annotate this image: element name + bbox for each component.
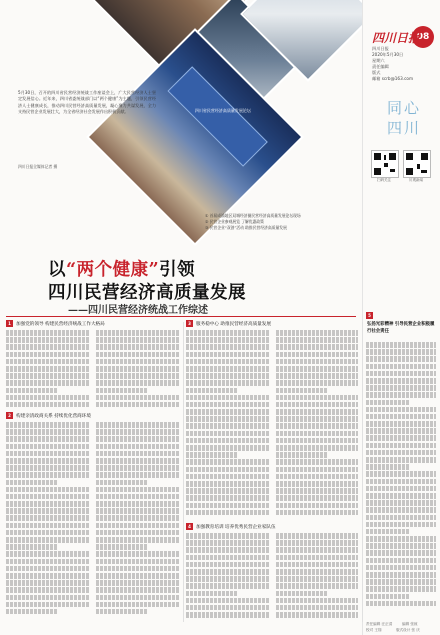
text-line [6, 451, 90, 457]
text-line [96, 515, 180, 521]
text-line [276, 423, 358, 429]
text-line [276, 438, 358, 444]
text-line [276, 388, 327, 394]
qr-code-icon[interactable] [403, 150, 431, 178]
text-line [186, 562, 270, 568]
text-line [186, 576, 270, 582]
text-line [6, 395, 90, 401]
text-line [186, 467, 270, 473]
text-line [186, 495, 270, 501]
section-number: 4 [186, 523, 193, 530]
text-line [186, 459, 270, 465]
text-line [6, 487, 90, 493]
text-line [186, 540, 270, 546]
sidebar-article-title: 弘扬光彩精神 引导民营企业积极履行社会责任 [367, 322, 435, 334]
text-line [6, 366, 90, 372]
text-line [276, 591, 327, 597]
text-line [366, 407, 436, 413]
text-line [366, 342, 436, 348]
text-line [276, 576, 358, 582]
text-line [276, 459, 358, 465]
text-line [276, 583, 358, 589]
text-line [96, 352, 180, 358]
footer-proofreader: 校对 王翔 [366, 628, 382, 632]
text-line [276, 330, 358, 336]
text-line [96, 330, 180, 336]
body-column-3b [186, 533, 270, 620]
photo-collage [0, 0, 362, 248]
text-line [366, 479, 436, 485]
text-line [366, 392, 436, 398]
text-line [366, 435, 436, 441]
text-line [366, 594, 409, 600]
meta-line-2: 2020年5月30日 [372, 52, 404, 57]
text-line [6, 580, 90, 586]
text-line [276, 344, 358, 350]
text-line [276, 562, 358, 568]
text-line [6, 595, 90, 601]
text-line [366, 579, 436, 585]
text-line [366, 364, 436, 370]
text-line [96, 472, 180, 478]
text-line [186, 591, 238, 597]
text-line [6, 359, 90, 365]
body-column-4a [276, 330, 358, 520]
text-line [186, 359, 270, 365]
text-line [96, 559, 180, 565]
text-line [366, 536, 436, 542]
text-line [366, 507, 436, 513]
text-line [186, 352, 270, 358]
text-line [366, 500, 436, 506]
photo-captions [205, 213, 355, 232]
headline-prefix: 以 [48, 260, 66, 280]
text-line [276, 540, 358, 546]
text-line [366, 349, 436, 355]
intro-paragraph [18, 90, 156, 115]
body-column-4b [276, 533, 358, 620]
text-line [96, 609, 148, 615]
text-line [96, 436, 180, 442]
caption-2: ② 民营企业参观展览 了解优惠政策 [205, 219, 264, 225]
text-line [366, 378, 436, 384]
text-line [96, 458, 180, 464]
text-line [186, 423, 270, 429]
text-line [186, 547, 270, 553]
text-line [96, 580, 180, 586]
text-line [96, 602, 180, 608]
text-line [366, 471, 436, 477]
text-line [96, 544, 148, 550]
text-line [6, 609, 58, 615]
section-title: 加强党的领导 构建民营经济统战工作大格局 [16, 322, 105, 327]
section-number: 5 [366, 312, 373, 319]
text-line [96, 537, 180, 543]
text-line [186, 431, 270, 437]
photo-credit: 四川日报全媒体记者 摄 [18, 164, 58, 169]
meta-line-5: 版式 [372, 70, 381, 75]
sidebar-article-body [366, 342, 436, 612]
text-line [186, 510, 270, 516]
text-line [366, 565, 436, 571]
headline-suffix: 引领 [159, 260, 196, 280]
column-motto [373, 98, 435, 138]
text-line [366, 550, 436, 556]
text-line [366, 371, 436, 377]
text-line [276, 395, 358, 401]
text-line [6, 566, 90, 572]
section-number: 1 [6, 320, 13, 327]
text-line [276, 416, 358, 422]
text-line [6, 330, 90, 336]
headline-line-2: 四川民营经济高质量发展 [48, 283, 246, 303]
text-line [186, 598, 270, 604]
section-heading-4 [186, 523, 276, 530]
text-line [366, 601, 436, 607]
text-line [186, 337, 270, 343]
text-line [6, 472, 90, 478]
text-line [186, 555, 270, 561]
section-heading-1 [6, 320, 105, 327]
text-line [186, 583, 270, 589]
text-line [186, 395, 270, 401]
text-line [366, 543, 436, 549]
text-line [6, 587, 90, 593]
meta-line-3: 星期六 [372, 58, 385, 63]
text-line [186, 344, 270, 350]
text-line [366, 558, 436, 564]
text-line [96, 429, 180, 435]
text-line [186, 388, 238, 394]
text-line [6, 458, 90, 464]
text-line [186, 605, 270, 611]
text-line [96, 494, 180, 500]
text-line [366, 572, 436, 578]
text-line [276, 612, 358, 618]
meta-line-1: 四川日报 [372, 46, 389, 51]
text-line [186, 330, 270, 336]
footer-designer: 编辑 张琼 [402, 622, 418, 626]
text-line [186, 438, 270, 444]
text-line [276, 547, 358, 553]
text-line [96, 573, 180, 579]
text-line [276, 495, 358, 501]
headline-quote: “两个健康” [66, 260, 160, 280]
text-line [186, 533, 270, 539]
text-line [276, 555, 358, 561]
text-line [276, 452, 327, 458]
newspaper-brand: 四川日报 [372, 31, 421, 45]
text-line [96, 337, 180, 343]
text-line [96, 373, 180, 379]
text-line [6, 537, 90, 543]
text-line [276, 366, 358, 372]
body-column-2b [96, 422, 180, 620]
text-line [6, 530, 90, 536]
text-line [276, 503, 358, 509]
text-line [96, 388, 148, 394]
text-line [276, 373, 358, 379]
text-line [6, 602, 90, 608]
text-line [186, 612, 270, 618]
text-line [276, 445, 358, 451]
sidebar-number [366, 312, 376, 319]
text-line [186, 373, 270, 379]
text-line [96, 380, 180, 386]
text-line [276, 337, 358, 343]
text-line [186, 380, 270, 386]
text-line [366, 421, 436, 427]
meta-line-4: 责任编辑 [372, 64, 389, 69]
caption-1: ① 首届成渝地区双城经济圈民营经济高质量发展论坛现场 [205, 213, 301, 218]
text-line [276, 380, 358, 386]
body-column-2a [96, 330, 180, 410]
text-line [186, 416, 270, 422]
text-line [366, 400, 409, 406]
page-number-badge: 08 [412, 26, 434, 48]
section-title: 构建亲清政商关系 持续优化营商环境 [16, 414, 91, 419]
text-line [96, 402, 180, 408]
text-line [6, 373, 90, 379]
text-line [366, 414, 436, 420]
motto-line-2: 四川 [386, 119, 421, 137]
text-line [276, 359, 358, 365]
text-line [96, 480, 148, 486]
text-line [6, 523, 90, 529]
section-heading-2 [6, 412, 91, 419]
text-line [6, 402, 90, 408]
text-line [96, 501, 180, 507]
text-line [6, 429, 90, 435]
text-line [6, 344, 90, 350]
text-line [6, 465, 90, 471]
text-line [366, 486, 436, 492]
text-line [366, 356, 436, 362]
text-line [276, 569, 358, 575]
text-line [366, 443, 436, 449]
text-line [6, 352, 90, 358]
text-line [96, 530, 180, 536]
text-line [366, 450, 436, 456]
text-line [366, 586, 436, 592]
text-line [186, 481, 270, 487]
qr-caption-2: 川观新闻 [409, 178, 423, 182]
text-line [366, 515, 436, 521]
text-line [6, 480, 58, 486]
text-line [6, 501, 90, 507]
text-line [96, 508, 180, 514]
body-column-1b [6, 422, 90, 620]
qr-code-icon[interactable] [371, 150, 399, 178]
text-line [6, 337, 90, 343]
text-line [276, 431, 358, 437]
text-line [186, 452, 238, 458]
column-divider [183, 322, 184, 622]
subheadline: ——四川民营经济统战工作综述 [68, 305, 208, 316]
text-line [6, 388, 58, 394]
text-line [186, 569, 270, 575]
text-line [6, 380, 90, 386]
text-line [366, 493, 436, 499]
text-line [366, 529, 409, 535]
footer-layout: 版式设计 张 庆 [396, 628, 420, 632]
qr-caption-1: 扫码关注 [377, 178, 391, 182]
text-line [186, 402, 270, 408]
text-line [6, 436, 90, 442]
headline-divider [6, 316, 356, 317]
caption-3: ③ 民营企业“双创”活动 助推民营经济高质量发展 [205, 225, 287, 231]
text-line [276, 488, 358, 494]
meta-line-6: 邮箱 scrb@163.com [372, 76, 414, 81]
section-heading-3 [186, 320, 271, 327]
text-line [276, 352, 358, 358]
text-line [6, 573, 90, 579]
text-line [366, 457, 436, 463]
text-line [96, 422, 180, 428]
column-divider [362, 322, 363, 622]
headline-line-1 [48, 256, 195, 281]
text-line [186, 503, 270, 509]
stage-banner-text: 四川省民营经济高质量发展论坛 [194, 107, 251, 113]
section-number: 2 [6, 412, 13, 419]
text-line [96, 551, 180, 557]
text-line [276, 467, 358, 473]
text-line [96, 566, 180, 572]
text-line [186, 488, 270, 494]
body-column-1a [6, 330, 90, 410]
intro-text: 5月30日，召开的四川省民营经济统战工作座谈会上，广大民营经济人士坚定发展信心。近年来，四川省委统战部门以“两个健康”为主题，引领民营经济人士健康成长，推动四川民营经济高质量发展，凝心聚力共谋发展，全力支持民营企业发展壮大，为全省经济社会发展作出积极贡献。 [18, 90, 156, 114]
text-line [276, 474, 358, 480]
text-line [366, 464, 409, 470]
text-line [6, 559, 90, 565]
text-line [96, 487, 180, 493]
text-line [96, 359, 180, 365]
text-line [366, 522, 436, 528]
text-line [6, 508, 90, 514]
text-line [96, 595, 180, 601]
text-line [276, 605, 358, 611]
text-line [96, 523, 180, 529]
text-line [186, 445, 270, 451]
text-line [96, 587, 180, 593]
text-line [366, 428, 436, 434]
text-line [276, 409, 358, 415]
text-line [276, 533, 358, 539]
text-line [6, 494, 90, 500]
text-line [96, 465, 180, 471]
text-line [96, 366, 180, 372]
text-line [96, 395, 180, 401]
text-line [6, 551, 90, 557]
section-title: 服务稳中心 助推民营经济高质量发展 [196, 322, 271, 327]
section-number: 3 [186, 320, 193, 327]
footer-editor: 责任编辑 汪正清 [366, 622, 393, 626]
text-line [6, 444, 90, 450]
text-line [6, 422, 90, 428]
section-title: 加强教育培训 培养优秀民营企业家队伍 [196, 525, 276, 530]
text-line [276, 402, 358, 408]
text-line [6, 544, 58, 550]
text-line [186, 366, 270, 372]
motto-line-1: 同心 [386, 99, 421, 117]
text-line [276, 481, 358, 487]
text-line [96, 444, 180, 450]
text-line [186, 409, 270, 415]
text-line [276, 598, 358, 604]
text-line [6, 515, 90, 521]
text-line [96, 451, 180, 457]
text-line [366, 385, 436, 391]
text-line [276, 510, 358, 516]
text-line [186, 474, 270, 480]
body-column-3a [186, 330, 270, 520]
text-line [96, 344, 180, 350]
